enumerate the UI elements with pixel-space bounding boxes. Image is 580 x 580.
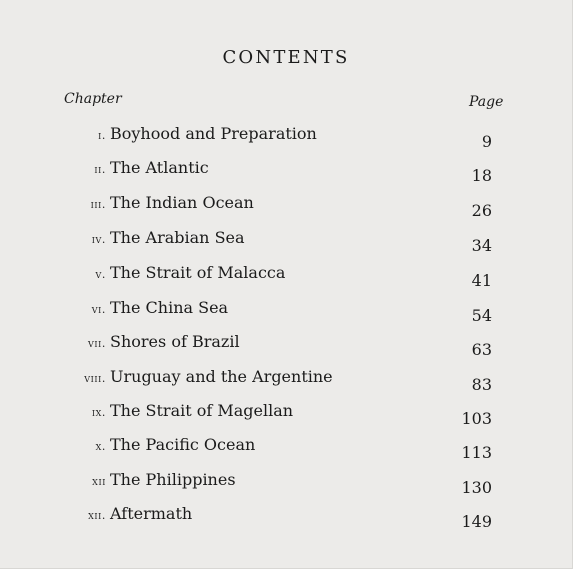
chapter-numeral: iv. [91,233,106,246]
chapter-numeral: viii. [84,372,106,385]
page-number: 54 [471,306,492,325]
chapter-numeral: ii. [94,163,106,176]
chapter-title: The Strait of Malacca [110,263,286,282]
chapter-title: The Strait of Magellan [110,401,294,420]
chapter-title: Uruguay and the Argentine [110,367,333,386]
chapter-title: The Atlantic [110,158,209,177]
chapter-title: Aftermath [110,504,193,523]
toc-entry [0,190,572,220]
toc-entry [0,225,572,255]
chapter-numeral: x. [95,440,106,453]
page-number: 34 [471,236,492,255]
page-number: 18 [471,166,492,185]
toc-entry [0,432,572,462]
toc-entry [0,467,572,497]
chapter-numeral: ix. [91,406,106,419]
toc-entry [0,121,572,151]
page-column-header: Page [469,94,504,110]
toc-entry [0,260,572,290]
page-number: 26 [471,201,492,220]
chapter-title: Boyhood and Preparation [110,124,317,143]
chapter-numeral: vi. [91,303,106,316]
toc-entry [0,329,572,359]
chapter-title: The Indian Ocean [110,193,254,212]
page-number: 9 [481,132,492,151]
chapter-title: Shores of Brazil [110,332,240,351]
chapter-title: The Arabian Sea [110,228,245,247]
page-number: 103 [461,409,492,428]
page-number: 83 [471,375,492,394]
chapter-title: The Philippines [110,470,236,489]
chapter-title: The Pacific Ocean [110,435,256,454]
toc-entry [0,364,572,394]
chapter-column-header: Chapter [64,91,122,107]
chapter-numeral: vii. [88,337,106,350]
chapter-numeral: iii. [90,198,106,211]
toc-entry [0,155,572,185]
page-title: CONTENTS [222,47,350,68]
page-number: 113 [461,443,492,462]
page-number: 149 [461,512,492,531]
chapter-numeral: xii [92,475,106,488]
toc-entry [0,501,572,531]
toc-entry [0,398,572,428]
toc-entry [0,295,572,325]
chapter-numeral: xii. [88,509,106,522]
chapter-title: The China Sea [110,298,229,317]
chapter-numeral: i. [98,129,106,142]
chapter-numeral: v. [95,268,106,281]
page-number: 63 [471,340,492,359]
page-number: 130 [461,478,492,497]
page-number: 41 [471,271,492,290]
